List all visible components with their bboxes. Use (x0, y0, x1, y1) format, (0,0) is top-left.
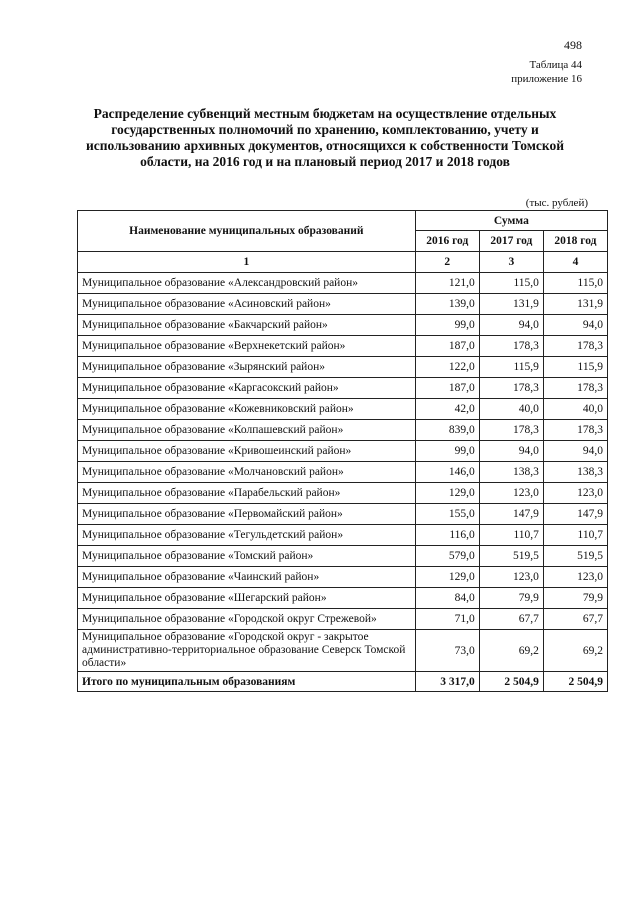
value-2017: 69,2 (479, 630, 543, 672)
municipality-name: Муниципальное образование «Кривошеинский район» (78, 441, 416, 462)
value-2017: 147,9 (479, 504, 543, 525)
municipality-name: Муниципальное образование «Бакчарский район» (78, 315, 416, 336)
municipality-name: Муниципальное образование «Зырянский район» (78, 357, 416, 378)
municipality-name: Муниципальное образование «Городской округ Стрежевой» (78, 609, 416, 630)
value-2018: 115,0 (543, 273, 607, 294)
value-2017: 94,0 (479, 441, 543, 462)
value-2017: 519,5 (479, 546, 543, 567)
col-number: 4 (543, 252, 607, 273)
table-row (78, 273, 608, 294)
municipality-name: Муниципальное образование «Чаинский район» (78, 567, 416, 588)
table-caption (511, 58, 582, 86)
value-2017: 94,0 (479, 315, 543, 336)
value-2016: 42,0 (415, 399, 479, 420)
value-2018: 178,3 (543, 378, 607, 399)
value-2017: 67,7 (479, 609, 543, 630)
value-2017: 110,7 (479, 525, 543, 546)
municipality-name: Муниципальное образование «Городской округ - закрытое административно-территориальное образование Северск Томской области» (78, 630, 416, 672)
value-2018: 123,0 (543, 567, 607, 588)
table-row (78, 504, 608, 525)
value-2016: 129,0 (415, 567, 479, 588)
municipality-name: Муниципальное образование «Верхнекетский район» (78, 336, 416, 357)
value-2018: 69,2 (543, 630, 607, 672)
units-label: (тыс. рублей) (525, 197, 588, 209)
value-2018: 94,0 (543, 441, 607, 462)
value-2018: 123,0 (543, 483, 607, 504)
value-2016: 73,0 (415, 630, 479, 672)
value-2016: 139,0 (415, 294, 479, 315)
value-2018: 147,9 (543, 504, 607, 525)
value-2016: 155,0 (415, 504, 479, 525)
value-2016: 99,0 (415, 441, 479, 462)
value-2017: 123,0 (479, 483, 543, 504)
value-2017: 131,9 (479, 294, 543, 315)
table-row (78, 294, 608, 315)
table-row (78, 588, 608, 609)
table-row (78, 399, 608, 420)
page-number: 498 (564, 38, 582, 52)
value-2017: 138,3 (479, 462, 543, 483)
total-row (78, 672, 608, 692)
table-row (78, 315, 608, 336)
table-row (78, 567, 608, 588)
value-2018: 67,7 (543, 609, 607, 630)
column-number-row (78, 252, 608, 273)
value-2018: 110,7 (543, 525, 607, 546)
value-2017: 79,9 (479, 588, 543, 609)
value-2016: 116,0 (415, 525, 479, 546)
value-2017: 40,0 (479, 399, 543, 420)
total-label: Итого по муниципальным образованиям (78, 672, 416, 692)
total-2016: 3 317,0 (415, 672, 479, 692)
municipality-name: Муниципальное образование «Шегарский район» (78, 588, 416, 609)
col-number: 3 (479, 252, 543, 273)
table-row (78, 483, 608, 504)
value-2016: 146,0 (415, 462, 479, 483)
header-year-2016: 2016 год (415, 231, 479, 252)
municipality-name: Муниципальное образование «Кожевниковский район» (78, 399, 416, 420)
header-name: Наименование муниципальных образований (78, 211, 416, 252)
municipality-name: Муниципальное образование «Первомайский район» (78, 504, 416, 525)
total-2017: 2 504,9 (479, 672, 543, 692)
value-2016: 122,0 (415, 357, 479, 378)
value-2018: 519,5 (543, 546, 607, 567)
total-2018: 2 504,9 (543, 672, 607, 692)
value-2016: 71,0 (415, 609, 479, 630)
value-2017: 115,9 (479, 357, 543, 378)
value-2017: 115,0 (479, 273, 543, 294)
value-2017: 178,3 (479, 336, 543, 357)
value-2018: 131,9 (543, 294, 607, 315)
col-number: 2 (415, 252, 479, 273)
header-year-2017: 2017 год (479, 231, 543, 252)
value-2016: 187,0 (415, 378, 479, 399)
table-row (78, 357, 608, 378)
subvention-table (77, 210, 608, 692)
value-2016: 187,0 (415, 336, 479, 357)
value-2016: 121,0 (415, 273, 479, 294)
value-2018: 178,3 (543, 336, 607, 357)
table-row (78, 630, 608, 672)
value-2018: 94,0 (543, 315, 607, 336)
value-2016: 579,0 (415, 546, 479, 567)
value-2018: 79,9 (543, 588, 607, 609)
table-row (78, 609, 608, 630)
municipality-name: Муниципальное образование «Тегульдетский район» (78, 525, 416, 546)
value-2018: 138,3 (543, 462, 607, 483)
value-2018: 40,0 (543, 399, 607, 420)
municipality-name: Муниципальное образование «Молчановский район» (78, 462, 416, 483)
header-sum: Сумма (415, 211, 607, 231)
value-2017: 178,3 (479, 420, 543, 441)
value-2016: 99,0 (415, 315, 479, 336)
municipality-name: Муниципальное образование «Колпашевский район» (78, 420, 416, 441)
document-title: Распределение субвенций местным бюджетам на осуществление отдельных государственных полномочий по хранению, комплектованию, учету и использованию архивных документов, относящихся к собственности Томской области, на 2016 год и на плановый период 2017 и 2018 годов (85, 106, 565, 169)
municipality-name: Муниципальное образование «Томский район» (78, 546, 416, 567)
value-2017: 123,0 (479, 567, 543, 588)
table-row (78, 525, 608, 546)
table-row (78, 420, 608, 441)
value-2016: 129,0 (415, 483, 479, 504)
table-row (78, 462, 608, 483)
table-row (78, 378, 608, 399)
value-2016: 839,0 (415, 420, 479, 441)
municipality-name: Муниципальное образование «Каргасокский район» (78, 378, 416, 399)
municipality-name: Муниципальное образование «Александровский район» (78, 273, 416, 294)
appendix-label: приложение 16 (511, 73, 582, 85)
table-row (78, 336, 608, 357)
municipality-name: Муниципальное образование «Парабельский район» (78, 483, 416, 504)
table-label: Таблица 44 (529, 59, 582, 71)
col-number: 1 (78, 252, 416, 273)
value-2016: 84,0 (415, 588, 479, 609)
table-row (78, 546, 608, 567)
value-2017: 178,3 (479, 378, 543, 399)
municipality-name: Муниципальное образование «Асиновский район» (78, 294, 416, 315)
header-year-2018: 2018 год (543, 231, 607, 252)
value-2018: 178,3 (543, 420, 607, 441)
value-2018: 115,9 (543, 357, 607, 378)
table-row (78, 441, 608, 462)
